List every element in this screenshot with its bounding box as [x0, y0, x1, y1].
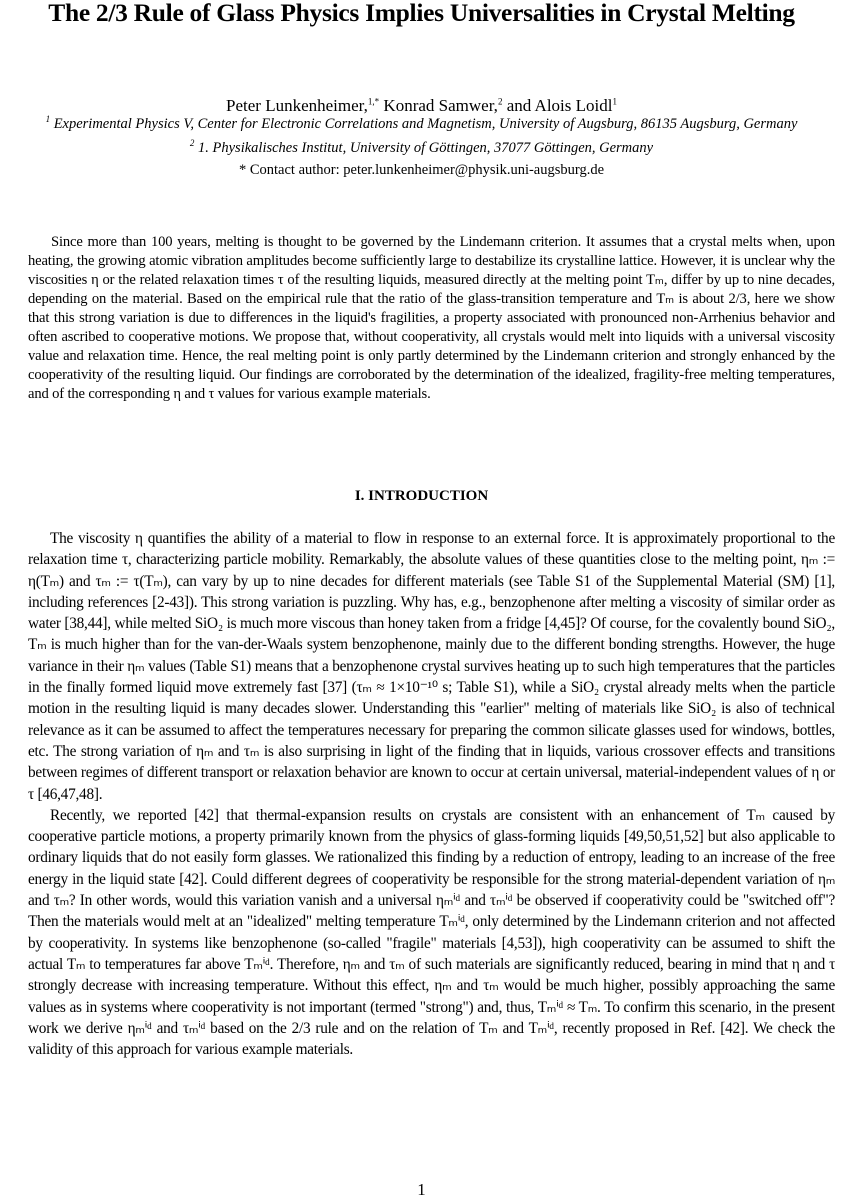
author-affiliation-mark: 1,* [367, 96, 380, 107]
page-number: 1 [417, 1180, 426, 1199]
paper-title: The 2/3 Rule of Glass Physics Implies Universalities in Crystal Melting [48, 0, 795, 27]
author-affiliation-mark: 2 [497, 96, 503, 107]
abstract: Since more than 100 years, melting is thought to be governed by the Lindemann criterion. It assumes that a crystal melts when, upon heating, the growing atomic vibration amplitudes become sufficiently large to destabilize its crystalline lattice. However, it is unclear why the viscosities η or the related relaxation times τ of the resulting liquids, measured directly at the melting point Tₘ, differ by up to nine decades, depending on the material. Based on the empirical rule that the ratio of the glass-transition temperature and Tₘ is about 2/3, here we show that this strong variation is due to differences in the liquid's fragilities, a property associated with pronounced non-Arrhenius behavior and often ascribed to cooperative motions. We propose that, without cooperativity, all crystals would melt into liquids with a universal viscosity value and relaxation time. Hence, the real melting point is only partly determined by the Lindemann criterion and strongly enhanced by the cooperativity of the resulting liquid. Our findings are corroborated by the determination of the idealized, fragility-free melting temperatures, and of the corresponding η and τ values for various example materials. [28, 234, 835, 402]
affiliation [0, 134, 843, 158]
affiliation-mark: 2 [189, 137, 195, 148]
introduction-body [28, 528, 835, 1060]
paragraph: The viscosity η quantifies the ability of a material to flow in response to an external force. It is approximately proportional to the relaxation time τ, characterizing particle mobility. Remarkably, the absolute values of these quantities close to the melting point, ηₘ := η(Tₘ) and τₘ := τ(Tₘ), can vary by up to nine decades for different materials (see Table S1 of the Supplemental Material (SM) [1], including references [2-43]). This strong variation is puzzling. Why has, e.g., benzophenone after melting a viscosity of similar order as water [38,44], while melted SiO₂ is much more viscous than honey taken from a fridge [4,45]? Of course, for the covalently bound SiO₂, Tₘ is much higher than for the van-der-Waals system benzophenone, mainly due to the different bonding strengths. However, the huge variance in their ηₘ values (Table S1) means that a benzophenone crystal survives heating up to such high temperatures that the particles in the finally formed liquid move extremely fast [37] (τₘ ≈ 1×10⁻¹⁰ s; Table S1), while a SiO₂ crystal already melts when the particle motion in the resulting liquid is many decades slower. Understanding this "earlier" melting of materials like SiO₂ is also of technical relevance as it can be assumed to affect the temperatures necessary for preparing the common silicate glasses used for windows, bottles, etc. The strong variation of ηₘ and τₘ is also surprising in light of the finding that in liquids, various crossover effects and transitions between regimes of different transport or relaxation behavior are known to occur at certain universal, material-independent values of η or τ [46,47,48]. [28, 530, 835, 803]
affiliation [0, 110, 843, 134]
author: Konrad Samwer, [379, 96, 498, 115]
contact-author: * Contact author: peter.lunkenheimer@physik.uni-augsburg.de [238, 162, 605, 178]
author: Peter Lunkenheimer, [226, 96, 368, 115]
section-heading: I. INTRODUCTION [354, 488, 489, 504]
affiliation-text: Experimental Physics V, Center for Electronic Correlations and Magnetism, University of Augsburg, 86135 Augsburg, Germany [50, 115, 798, 132]
author: and Alois Loidl [502, 96, 613, 115]
author-affiliation-mark: 1 [612, 96, 617, 107]
affiliation-text: 1. Physikalisches Institut, University of Göttingen, 37077 Göttingen, Germany [194, 139, 654, 156]
affiliation-mark: 1 [45, 114, 51, 124]
affiliations [0, 110, 843, 158]
paragraph: Recently, we reported [42] that thermal-expansion results on crystals are consistent with an enhancement of Tₘ caused by cooperative particle motions, a property primarily known from the physics of glass-forming liquids [49,50,51,52] but also applicable to ordinary liquids that do not easily form glasses. We rationalized this finding by a reduction of entropy, leading to an increase of the free energy in the liquid state [42]. Could different degrees of cooperativity be responsible for the strong material-dependent variation of ηₘ and τₘ? In other words, would this variation vanish and a universal ηₘⁱᵈ and τₘⁱᵈ be observed if cooperativity could be "switched off"? Then the materials would melt at an "idealized" melting temperature Tₘⁱᵈ, only determined by the Lindemann criterion and not affected by cooperativity. In systems like benzophenone (so-called "fragile" materials [4,53]), high cooperativity can be assumed to shift the actual Tₘ to temperatures far above Tₘⁱᵈ. Therefore, ηₘ and τₘ of such materials are significantly reduced, bearing in mind that η and τ strongly decrease with increasing temperature. Without this effect, ηₘ and τₘ would be much higher, possibly approaching the same values as in systems where cooperativity is not important (termed "strong") and, thus, Tₘⁱᵈ ≈ Tₘ. To confirm this scenario, in the present work we derive ηₘⁱᵈ and τₘⁱᵈ based on the 2/3 rule and on the relation of Tₘ and Tₘⁱᵈ, recently proposed in Ref. [42]. We check the validity of this approach for various example materials. [28, 806, 835, 1059]
